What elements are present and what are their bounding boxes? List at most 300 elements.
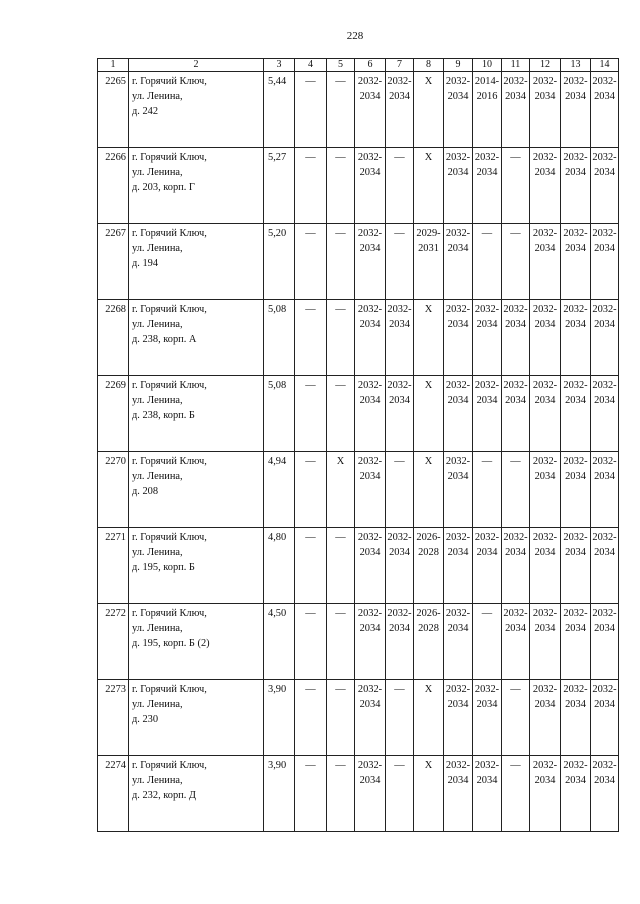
cell-text: 2034 — [534, 395, 556, 406]
period-cell-col-9 — [444, 224, 473, 300]
cell-text: — — [394, 760, 405, 771]
cell-text: X — [424, 760, 433, 771]
address-line: д. 208 — [132, 486, 159, 497]
period-cell-col-4 — [295, 376, 327, 452]
period-cell-col-6 — [355, 72, 386, 148]
address-line: д. 195, корп. Б — [132, 562, 195, 573]
cell-text: 2032- — [445, 152, 471, 163]
cell-text: 2032- — [592, 304, 617, 315]
cell-text: — — [481, 456, 493, 467]
period-cell-col-12 — [530, 72, 561, 148]
cell-text: X — [424, 684, 433, 695]
cell-text: 2034 — [359, 623, 381, 634]
column-header-1: 1 — [98, 59, 129, 72]
cell-text: 2034 — [565, 243, 586, 254]
row-number: 2265 — [98, 72, 129, 148]
period-cell-col-4 — [295, 148, 327, 224]
cell-text: 2034 — [594, 243, 615, 254]
cell-text: 2032- — [592, 532, 617, 543]
cell-text: 2028 — [418, 547, 439, 558]
table-body — [98, 72, 619, 832]
cell-text: 2034 — [534, 623, 556, 634]
period-cell-col-12 — [530, 452, 561, 528]
column-header-7: 7 — [386, 59, 414, 72]
cell-text: 2034 — [565, 471, 586, 482]
address-line: д. 232, корп. Д — [132, 790, 197, 801]
cell-text: 2032- — [592, 760, 617, 771]
cell-text: — — [305, 684, 316, 695]
column-header-4: 4 — [295, 59, 327, 72]
address-cell — [129, 72, 264, 148]
cell-text: 2034 — [389, 623, 410, 634]
period-cell-col-14 — [591, 72, 619, 148]
period-cell-col-6 — [355, 300, 386, 376]
cell-text: 2034 — [476, 395, 498, 406]
cell-text: 2032- — [592, 684, 617, 695]
column-header-2: 2 — [129, 59, 264, 72]
period-cell-col-13 — [561, 224, 591, 300]
cell-text: 2034 — [594, 319, 615, 330]
area-value: 5,27 — [264, 148, 295, 224]
cell-text: — — [394, 456, 405, 467]
cell-text: 2034 — [389, 547, 410, 558]
cell-text: — — [335, 532, 346, 543]
address-line: г. Горячий Ключ, — [132, 304, 207, 315]
address-line: г. Горячий Ключ, — [132, 152, 207, 163]
cell-text: 2034 — [447, 167, 469, 178]
cell-text: 2032- — [563, 152, 588, 163]
cell-text: 2034 — [447, 775, 469, 786]
row-number: 2274 — [98, 756, 129, 832]
address-line: г. Горячий Ключ, — [132, 684, 207, 695]
cell-text: — — [510, 152, 521, 163]
cell-text: 2034 — [447, 91, 469, 102]
cell-text: — — [305, 76, 316, 87]
address-cell — [129, 604, 264, 680]
row-number: 2267 — [98, 224, 129, 300]
period-cell-col-5 — [327, 72, 355, 148]
cell-text: 2034 — [359, 91, 381, 102]
cell-text: 2032- — [357, 456, 383, 467]
period-cell-col-13 — [561, 528, 591, 604]
address-line: д. 194 — [132, 258, 159, 269]
address-cell — [129, 148, 264, 224]
period-cell-col-13 — [561, 72, 591, 148]
cell-text: 2032- — [592, 152, 617, 163]
period-cell-col-5 — [327, 300, 355, 376]
cell-text: X — [424, 152, 433, 163]
period-cell-col-9 — [444, 72, 473, 148]
period-cell-col-12 — [530, 756, 561, 832]
column-header-14: 14 — [591, 59, 619, 72]
period-cell-col-6 — [355, 376, 386, 452]
period-cell-col-5 — [327, 756, 355, 832]
cell-text: 2032- — [563, 608, 588, 619]
cell-text: X — [424, 380, 433, 391]
period-cell-col-10 — [473, 680, 502, 756]
cell-text: 2034 — [534, 319, 556, 330]
cell-text: — — [510, 760, 521, 771]
cell-text: — — [335, 228, 346, 239]
cell-text: 2032- — [445, 228, 471, 239]
period-cell-col-13 — [561, 376, 591, 452]
address-cell — [129, 300, 264, 376]
cell-text: 2034 — [594, 547, 615, 558]
table-row — [98, 224, 619, 300]
cell-text: 2032- — [445, 304, 471, 315]
cell-text: 2031 — [418, 243, 439, 254]
cell-text: 2014- — [474, 76, 500, 87]
area-value: 5,08 — [264, 300, 295, 376]
cell-text: 2032- — [532, 608, 558, 619]
address-line: г. Горячий Ключ, — [132, 760, 207, 771]
cell-text: — — [335, 380, 346, 391]
table-row — [98, 680, 619, 756]
period-cell-col-8 — [414, 528, 444, 604]
period-cell-col-13 — [561, 148, 591, 224]
address-line: ул. Ленина, — [132, 623, 183, 634]
cell-text: 2032- — [474, 684, 500, 695]
period-cell-col-13 — [561, 452, 591, 528]
cell-text: 2032- — [532, 684, 558, 695]
period-cell-col-11 — [502, 72, 530, 148]
period-cell-col-12 — [530, 300, 561, 376]
cell-text: — — [305, 608, 316, 619]
cell-text: 2034 — [594, 699, 615, 710]
row-number: 2270 — [98, 452, 129, 528]
cell-text: 2032- — [445, 532, 471, 543]
address-line: ул. Ленина, — [132, 471, 183, 482]
cell-text: — — [335, 760, 346, 771]
cell-text: 2034 — [565, 167, 586, 178]
period-cell-col-8 — [414, 452, 444, 528]
period-cell-col-10 — [473, 452, 502, 528]
address-line: д. 238, корп. Б — [132, 410, 195, 421]
period-cell-col-14 — [591, 604, 619, 680]
period-cell-col-10 — [473, 528, 502, 604]
cell-text: 2032- — [532, 760, 558, 771]
period-cell-col-7 — [386, 72, 414, 148]
cell-text: X — [424, 304, 433, 315]
cell-text: 2034 — [594, 167, 615, 178]
cell-text: 2032- — [474, 304, 500, 315]
period-cell-col-7 — [386, 756, 414, 832]
period-cell-col-6 — [355, 756, 386, 832]
period-cell-col-6 — [355, 680, 386, 756]
cell-text: 2032- — [563, 532, 588, 543]
column-header-9: 9 — [444, 59, 473, 72]
address-line: г. Горячий Ключ, — [132, 608, 207, 619]
period-cell-col-14 — [591, 756, 619, 832]
period-cell-col-5 — [327, 528, 355, 604]
cell-text: 2032- — [357, 76, 383, 87]
cell-text: 2032- — [445, 760, 471, 771]
cell-text: — — [394, 684, 405, 695]
cell-text: 2032- — [563, 760, 588, 771]
period-cell-col-8 — [414, 680, 444, 756]
period-cell-col-10 — [473, 224, 502, 300]
cell-text: — — [394, 152, 405, 163]
cell-text: 2026- — [416, 608, 441, 619]
period-cell-col-6 — [355, 604, 386, 680]
cell-text: 2032- — [387, 532, 412, 543]
address-line: д. 230 — [132, 714, 159, 725]
period-cell-col-4 — [295, 528, 327, 604]
cell-text: 2034 — [565, 395, 586, 406]
address-line: д. 238, корп. А — [132, 334, 197, 345]
cell-text: 2034 — [476, 775, 498, 786]
address-line: ул. Ленина, — [132, 91, 183, 102]
period-cell-col-7 — [386, 224, 414, 300]
cell-text: 2034 — [359, 471, 381, 482]
period-cell-col-7 — [386, 528, 414, 604]
period-cell-col-10 — [473, 300, 502, 376]
cell-text: 2034 — [505, 547, 526, 558]
cell-text: 2032- — [503, 380, 528, 391]
cell-text: 2034 — [594, 395, 615, 406]
cell-text: 2032- — [387, 380, 412, 391]
cell-text: 2032- — [503, 608, 528, 619]
cell-text: 2032- — [357, 152, 383, 163]
cell-text: 2034 — [565, 623, 586, 634]
table-row — [98, 148, 619, 224]
cell-text: 2034 — [594, 91, 615, 102]
period-cell-col-14 — [591, 376, 619, 452]
period-cell-col-11 — [502, 376, 530, 452]
column-header-3: 3 — [264, 59, 295, 72]
cell-text: 2032- — [592, 608, 617, 619]
period-cell-col-5 — [327, 376, 355, 452]
cell-text: 2034 — [505, 623, 526, 634]
period-cell-col-12 — [530, 604, 561, 680]
period-cell-col-11 — [502, 224, 530, 300]
cell-text: 2034 — [359, 699, 381, 710]
period-cell-col-8 — [414, 72, 444, 148]
row-number: 2266 — [98, 148, 129, 224]
address-cell — [129, 224, 264, 300]
cell-text: — — [305, 304, 316, 315]
period-cell-col-9 — [444, 452, 473, 528]
cell-text: 2034 — [534, 167, 556, 178]
table-row — [98, 452, 619, 528]
period-cell-col-7 — [386, 604, 414, 680]
address-line: ул. Ленина, — [132, 547, 183, 558]
cell-text: 2032- — [445, 684, 471, 695]
period-cell-col-5 — [327, 680, 355, 756]
period-cell-col-9 — [444, 680, 473, 756]
cell-text: 2032- — [503, 76, 528, 87]
cell-text: 2034 — [534, 243, 556, 254]
cell-text: 2034 — [565, 91, 586, 102]
period-cell-col-9 — [444, 528, 473, 604]
address-cell — [129, 452, 264, 528]
row-number: 2268 — [98, 300, 129, 376]
cell-text: 2034 — [505, 319, 526, 330]
area-value: 5,08 — [264, 376, 295, 452]
cell-text: X — [424, 456, 433, 467]
period-cell-col-8 — [414, 300, 444, 376]
period-cell-col-10 — [473, 72, 502, 148]
cell-text: — — [510, 228, 521, 239]
cell-text: — — [305, 456, 316, 467]
address-cell — [129, 528, 264, 604]
period-cell-col-9 — [444, 300, 473, 376]
cell-text: 2034 — [359, 243, 381, 254]
cell-text: — — [335, 304, 346, 315]
cell-text: 2032- — [445, 76, 471, 87]
period-cell-col-14 — [591, 148, 619, 224]
cell-text: 2034 — [565, 547, 586, 558]
cell-text: — — [335, 684, 346, 695]
cell-text: 2032- — [474, 380, 500, 391]
cell-text: 2034 — [359, 167, 381, 178]
cell-text: 2032- — [563, 380, 588, 391]
cell-text: 2032- — [503, 304, 528, 315]
cell-text: 2032- — [387, 304, 412, 315]
period-cell-col-14 — [591, 452, 619, 528]
cell-text: 2032- — [357, 532, 383, 543]
cell-text: 2032- — [532, 456, 558, 467]
address-cell — [129, 680, 264, 756]
address-line: ул. Ленина, — [132, 395, 183, 406]
cell-text: 2034 — [505, 91, 526, 102]
cell-text: 2032- — [563, 228, 588, 239]
address-line: ул. Ленина, — [132, 775, 183, 786]
cell-text: 2034 — [534, 547, 556, 558]
cell-text: 2016 — [476, 91, 498, 102]
period-cell-col-14 — [591, 528, 619, 604]
address-line: д. 203, корп. Г — [132, 182, 195, 193]
period-cell-col-7 — [386, 300, 414, 376]
period-cell-col-12 — [530, 528, 561, 604]
cell-text: 2034 — [389, 319, 410, 330]
address-line: ул. Ленина, — [132, 319, 183, 330]
cell-text: 2032- — [532, 152, 558, 163]
cell-text: 2032- — [592, 456, 617, 467]
period-cell-col-13 — [561, 756, 591, 832]
period-cell-col-5 — [327, 148, 355, 224]
cell-text: — — [305, 380, 316, 391]
cell-text: 2032- — [563, 76, 588, 87]
cell-text: X — [336, 456, 345, 467]
cell-text: 2032- — [357, 380, 383, 391]
cell-text: 2032- — [532, 532, 558, 543]
address-line: ул. Ленина, — [132, 699, 183, 710]
cell-text: 2032- — [445, 380, 471, 391]
area-value: 4,50 — [264, 604, 295, 680]
header-row — [98, 59, 619, 72]
cell-text: 2032- — [532, 76, 558, 87]
cell-text: 2032- — [592, 228, 617, 239]
column-header-6: 6 — [355, 59, 386, 72]
period-cell-col-11 — [502, 528, 530, 604]
cell-text: 2032- — [357, 228, 383, 239]
period-cell-col-11 — [502, 148, 530, 224]
cell-text: 2034 — [389, 91, 410, 102]
period-cell-col-8 — [414, 148, 444, 224]
period-cell-col-14 — [591, 224, 619, 300]
period-cell-col-14 — [591, 300, 619, 376]
period-cell-col-9 — [444, 148, 473, 224]
cell-text: 2034 — [476, 167, 498, 178]
cell-text: 2034 — [389, 395, 410, 406]
cell-text: — — [510, 456, 521, 467]
cell-text: 2032- — [474, 152, 500, 163]
cell-text: 2034 — [476, 547, 498, 558]
cell-text: 2034 — [447, 547, 469, 558]
period-cell-col-4 — [295, 72, 327, 148]
cell-text: 2032- — [592, 76, 617, 87]
period-cell-col-5 — [327, 452, 355, 528]
cell-text: — — [335, 152, 346, 163]
cell-text: — — [481, 228, 493, 239]
cell-text: 2034 — [447, 319, 469, 330]
period-cell-col-8 — [414, 604, 444, 680]
area-value: 5,44 — [264, 72, 295, 148]
cell-text: 2034 — [476, 699, 498, 710]
period-cell-col-11 — [502, 680, 530, 756]
cell-text: 2032- — [387, 608, 412, 619]
period-cell-col-9 — [444, 604, 473, 680]
cell-text: 2034 — [476, 319, 498, 330]
address-line: ул. Ленина, — [132, 243, 183, 254]
cell-text: 2032- — [357, 760, 383, 771]
period-cell-col-11 — [502, 604, 530, 680]
table-row — [98, 604, 619, 680]
period-cell-col-6 — [355, 528, 386, 604]
period-cell-col-11 — [502, 300, 530, 376]
area-value: 3,90 — [264, 756, 295, 832]
period-cell-col-7 — [386, 680, 414, 756]
period-cell-col-13 — [561, 680, 591, 756]
cell-text: 2032- — [387, 76, 412, 87]
cell-text: 2032- — [532, 228, 558, 239]
period-cell-col-13 — [561, 604, 591, 680]
period-cell-col-10 — [473, 604, 502, 680]
cell-text: 2032- — [563, 456, 588, 467]
row-number: 2272 — [98, 604, 129, 680]
area-value: 3,90 — [264, 680, 295, 756]
period-cell-col-11 — [502, 452, 530, 528]
area-value: 4,94 — [264, 452, 295, 528]
cell-text: — — [335, 608, 346, 619]
period-cell-col-10 — [473, 148, 502, 224]
table-row — [98, 300, 619, 376]
cell-text: 2034 — [359, 395, 381, 406]
column-header-12: 12 — [530, 59, 561, 72]
address-line: г. Горячий Ключ, — [132, 228, 207, 239]
cell-text: 2029- — [416, 228, 441, 239]
address-line: г. Горячий Ключ, — [132, 76, 207, 87]
period-cell-col-7 — [386, 452, 414, 528]
period-cell-col-8 — [414, 756, 444, 832]
address-line: г. Горячий Ключ, — [132, 532, 207, 543]
period-cell-col-8 — [414, 224, 444, 300]
period-cell-col-11 — [502, 756, 530, 832]
period-cell-col-12 — [530, 680, 561, 756]
cell-text: 2032- — [532, 380, 558, 391]
table-row — [98, 756, 619, 832]
cell-text: — — [394, 228, 405, 239]
area-value: 4,80 — [264, 528, 295, 604]
cell-text: 2032- — [592, 380, 617, 391]
cell-text: 2034 — [594, 623, 615, 634]
cell-text: 2034 — [359, 775, 381, 786]
period-cell-col-10 — [473, 376, 502, 452]
cell-text: 2032- — [445, 456, 471, 467]
period-cell-col-8 — [414, 376, 444, 452]
cell-text: — — [335, 76, 346, 87]
